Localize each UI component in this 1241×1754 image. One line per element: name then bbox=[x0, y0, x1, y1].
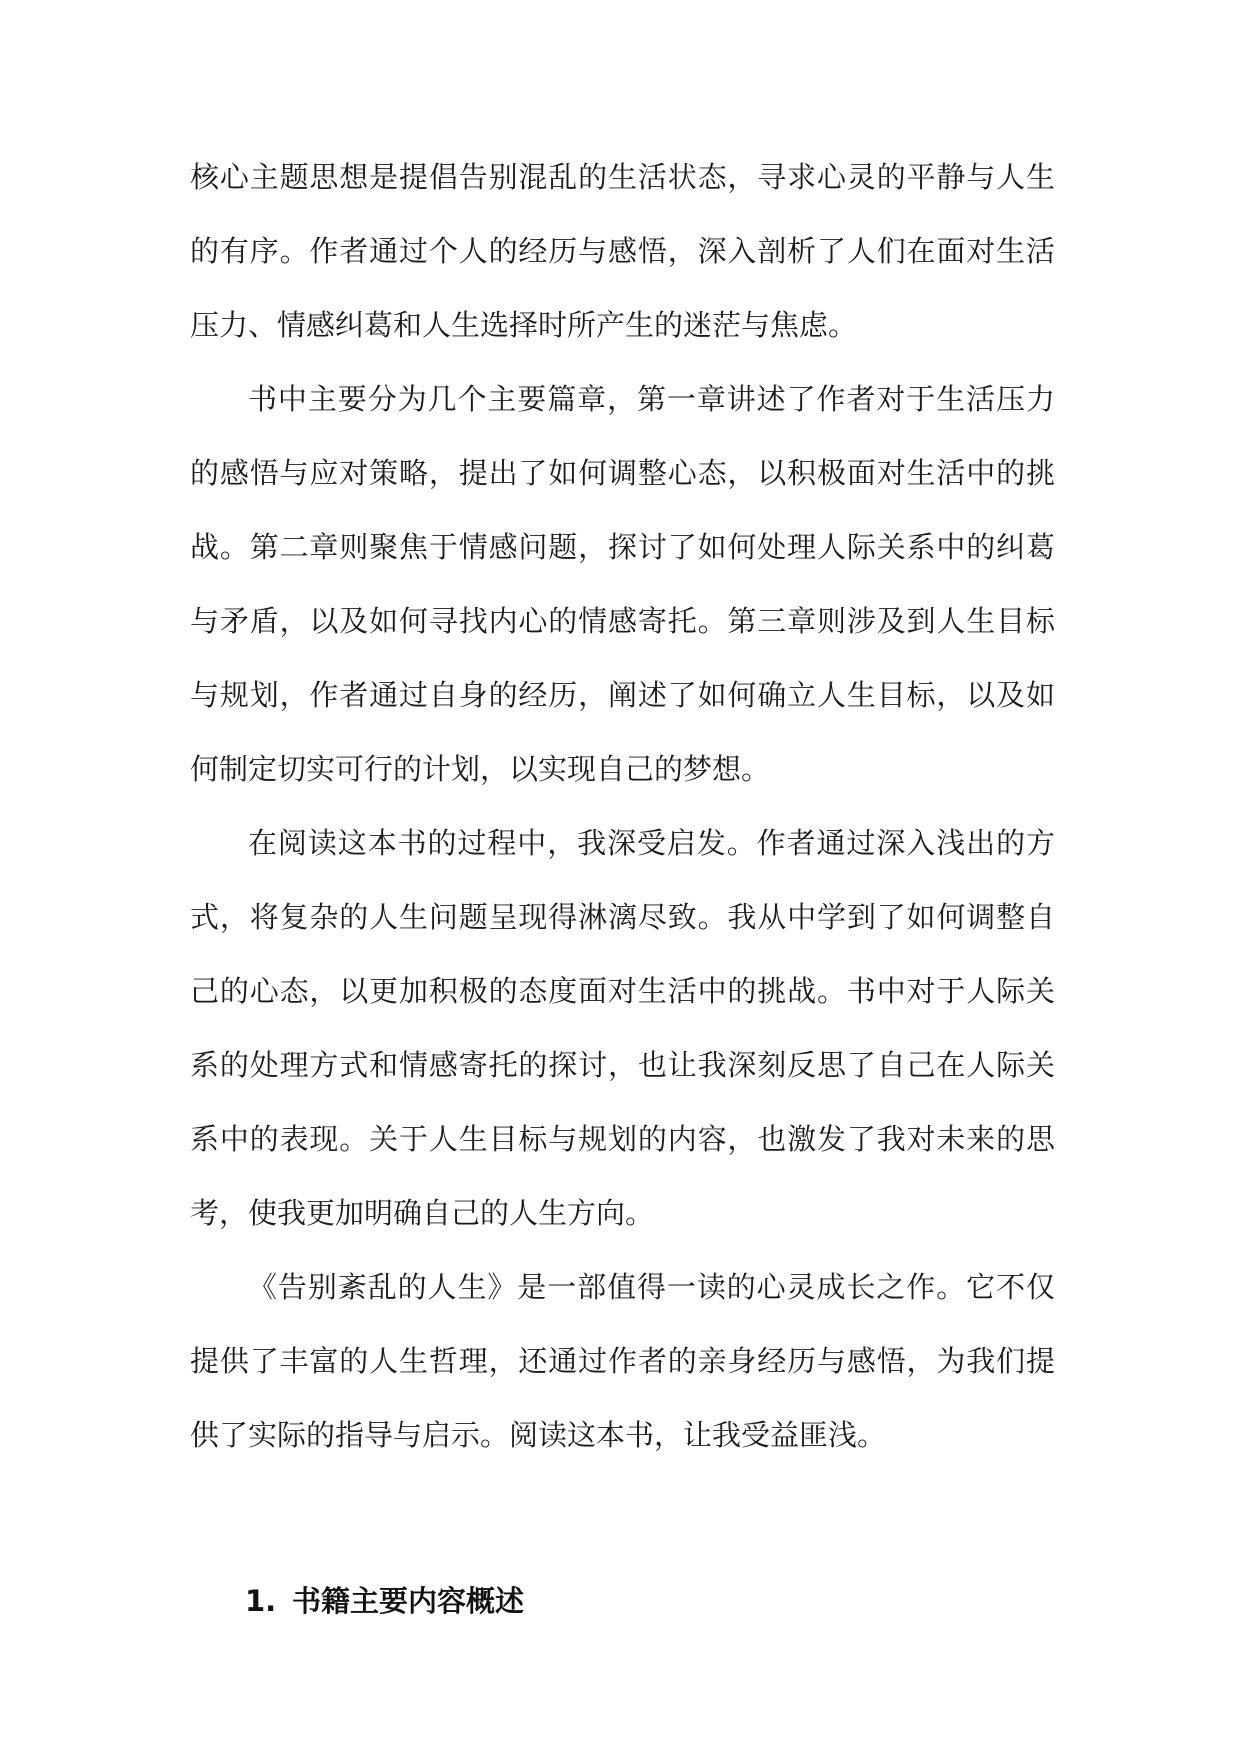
paragraph-reflection: 在阅读这本书的过程中，我深受启发。作者通过深入浅出的方式，将复杂的人生问题呈现得淋漓尽致。我从中学到了如何调整自己的心态，以更加积极的态度面对生活中的挑战。书中对于人际关系的处理方式和情感寄托的探讨，也让我深刻反思了自己在人际关系中的表现。关于人生目标与规划的内容，也激发了我对未来的思考，使我更加明确自己的人生方向。 bbox=[190, 826, 1055, 1230]
paragraph-chapters: 书中主要分为几个主要篇章，第一章讲述了作者对于生活压力的感悟与应对策略，提出了如何调整心态，以积极面对生活中的挑战。第二章则聚焦于情感问题，探讨了如何处理人际关系中的纠葛与矛盾，以及如何寻找内心的情感寄托。第三章则涉及到人生目标与规划，作者通过自身的经历，阐述了如何确立人生目标，以及如何制定切实可行的计划，以实现自己的梦想。 bbox=[190, 382, 1055, 786]
paragraph-continuation: 核心主题思想是提倡告别混乱的生活状态，寻求心灵的平静与人生的有序。作者通过个人的经历与感悟，深入剖析了人们在面对生活压力、情感纠葛和人生选择时所产生的迷茫与焦虑。 bbox=[190, 160, 1055, 342]
document-body bbox=[190, 140, 1055, 1472]
section-heading-title: 书籍主要内容概述 bbox=[292, 1584, 525, 1618]
paragraph-conclusion: 《告别紊乱的人生》是一部值得一读的心灵成长之作。它不仅提供了丰富的人生哲理，还通过作者的亲身经历与感悟，为我们提供了实际的指导与启示。阅读这本书，让我受益匪浅。 bbox=[190, 1270, 1055, 1452]
section-heading-number: 1. bbox=[245, 1584, 277, 1618]
section-heading bbox=[245, 1581, 524, 1621]
